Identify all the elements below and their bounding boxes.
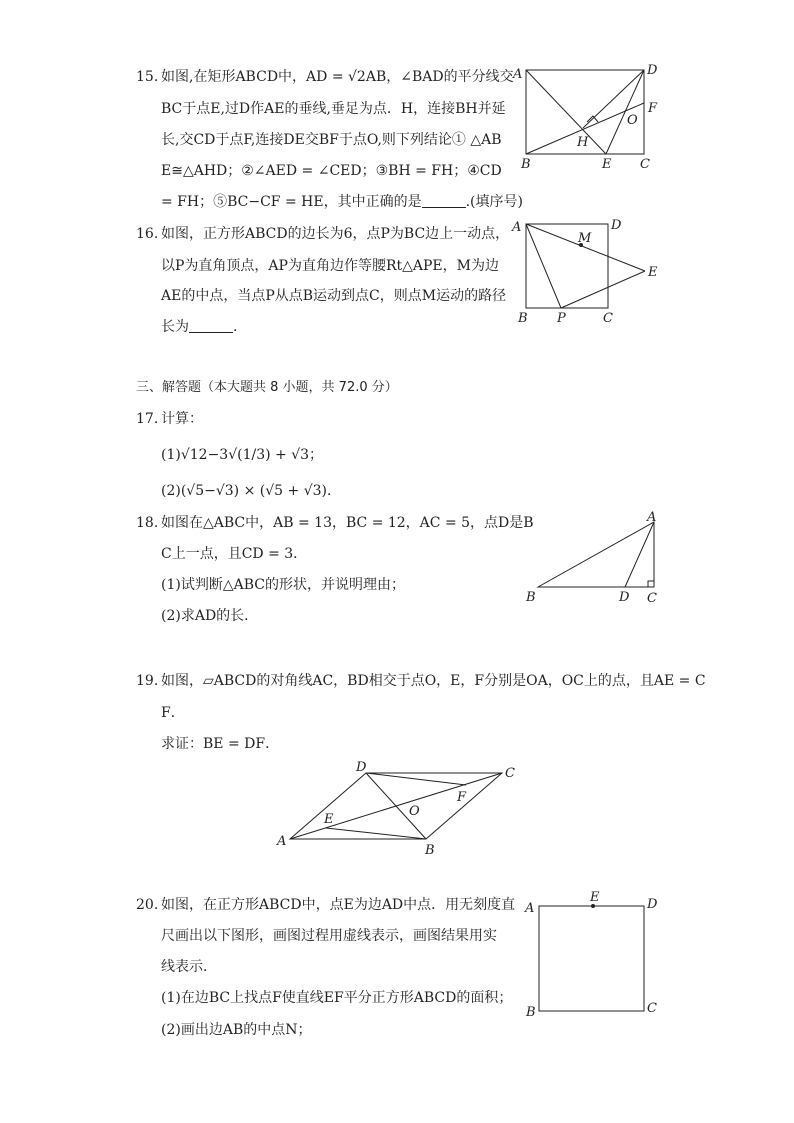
figure-label: E xyxy=(602,157,612,172)
answer-blank[interactable] xyxy=(189,318,233,333)
question-number: 16. xyxy=(136,226,159,242)
question-text-line: 求证：BE = DF． xyxy=(161,736,280,752)
question-text-line: 以P为直角顶点，AP为直角边作等腰Rt△APE，M为边 xyxy=(161,258,499,274)
figure-label: D xyxy=(647,63,658,78)
figure-rectangle-abcd xyxy=(505,60,665,175)
figure-label: C xyxy=(603,311,613,326)
figure-label: D xyxy=(647,897,658,912)
question-text-line: F． xyxy=(161,705,185,721)
question-number: 19. xyxy=(136,673,159,689)
question-part: (1)在边BC上找点F使直线EF平分正方形ABCD的面积； xyxy=(161,990,513,1006)
figure-label: O xyxy=(409,804,420,819)
question-text-line: AE的中点，当点P从点B运动到点C，则点M运动的路径 xyxy=(161,288,507,304)
figure-label: A xyxy=(277,834,287,849)
figure-label: A xyxy=(647,510,657,525)
figure-label: O xyxy=(627,113,638,128)
figure-parallelogram-abcd xyxy=(270,755,530,860)
question-number: 20. xyxy=(136,897,159,913)
question-text-line: 长,交CD于点F,连接DE交BF于点O,则下列结论① △AB xyxy=(161,132,502,148)
figure-label: B xyxy=(425,843,435,858)
figure-label: E xyxy=(590,890,600,905)
question-text-line: 如图，在正方形ABCD中，点E为边AD中点．用无刻度直 xyxy=(161,897,516,913)
figure-label: C xyxy=(640,157,650,172)
question-text-line: 计算： xyxy=(161,411,203,427)
question-part: (2)(√5−√3) × (√5 + √3)． xyxy=(161,483,341,499)
figure-label: A xyxy=(513,67,523,82)
figure-square-abcd xyxy=(505,212,665,330)
figure-label: B xyxy=(526,1005,536,1020)
figure-label: B xyxy=(526,590,536,605)
figure-label: C xyxy=(647,1001,657,1016)
question-text-tail: . xyxy=(233,319,238,335)
figure-square-abcd-midpoint xyxy=(515,885,665,1020)
question-number: 18. xyxy=(136,515,159,531)
question-part: (1)√12−3√(1/3) + √3； xyxy=(161,447,324,463)
question-text-line xyxy=(161,192,523,212)
question-part: (2)画出边AB的中点N； xyxy=(161,1022,312,1038)
question-text-tail: .(填序号) xyxy=(465,194,523,210)
question-text-line: BC于点E,过D作AE的垂线,垂足为点．H，连接BH并延 xyxy=(161,101,506,117)
figure-label: M xyxy=(578,231,592,246)
figure-triangle-abc xyxy=(520,505,670,607)
question-part: (2)求AD的长． xyxy=(161,608,259,624)
figure-label: P xyxy=(557,311,566,326)
question-text: 长为 xyxy=(161,319,189,335)
figure-label: F xyxy=(457,790,467,805)
figure-label: E xyxy=(648,265,658,280)
figure-label: E xyxy=(324,812,334,827)
figure-label: A xyxy=(525,901,535,916)
question-text-line: 如图，▱ABCD的对角线AC，BD相交于点O，E，F分别是OA，OC上的点，且AE = C xyxy=(161,673,706,689)
figure-label: B xyxy=(521,157,531,172)
figure-label: F xyxy=(648,101,658,116)
question-text-line: E≅△AHD；②∠AED = ∠CED；③BH = FH；④CD xyxy=(161,163,502,179)
question-text-line: 线表示． xyxy=(161,959,217,975)
question-number: 17. xyxy=(136,411,159,427)
question-text-line: 如图,在矩形ABCD中，AD = √2AB，∠BAD的平分线交 xyxy=(161,69,514,85)
question-text-line: C上一点，且CD = 3． xyxy=(161,546,308,562)
question-text-line: 如图，正方形ABCD的边长为6，点P为BC边上一动点， xyxy=(161,226,510,242)
question-text-line xyxy=(161,317,237,337)
question-part: (1)试判断△ABC的形状，并说明理由； xyxy=(161,577,405,593)
question-text-line: 如图在△ABC中，AB = 13，BC = 12，AC = 5，点D是B xyxy=(161,515,534,531)
question-text: = FH；⑤BC−CF = HE，其中正确的是 xyxy=(161,194,422,210)
section-heading: 三、解答题（本大题共 8 小题，共 72.0 分） xyxy=(136,380,398,395)
question-text-line: 尺画出以下图形，画图过程用虚线表示，画图结果用实 xyxy=(161,928,497,944)
figure-label: H xyxy=(577,135,589,150)
question-number: 15. xyxy=(136,69,159,85)
figure-label: A xyxy=(512,220,522,235)
figure-label: D xyxy=(356,760,367,775)
figure-label: D xyxy=(619,590,630,605)
figure-label: C xyxy=(505,766,515,781)
answer-blank[interactable] xyxy=(422,193,466,208)
figure-label: C xyxy=(647,591,657,606)
figure-label: D xyxy=(611,218,622,233)
figure-label: B xyxy=(518,311,528,326)
